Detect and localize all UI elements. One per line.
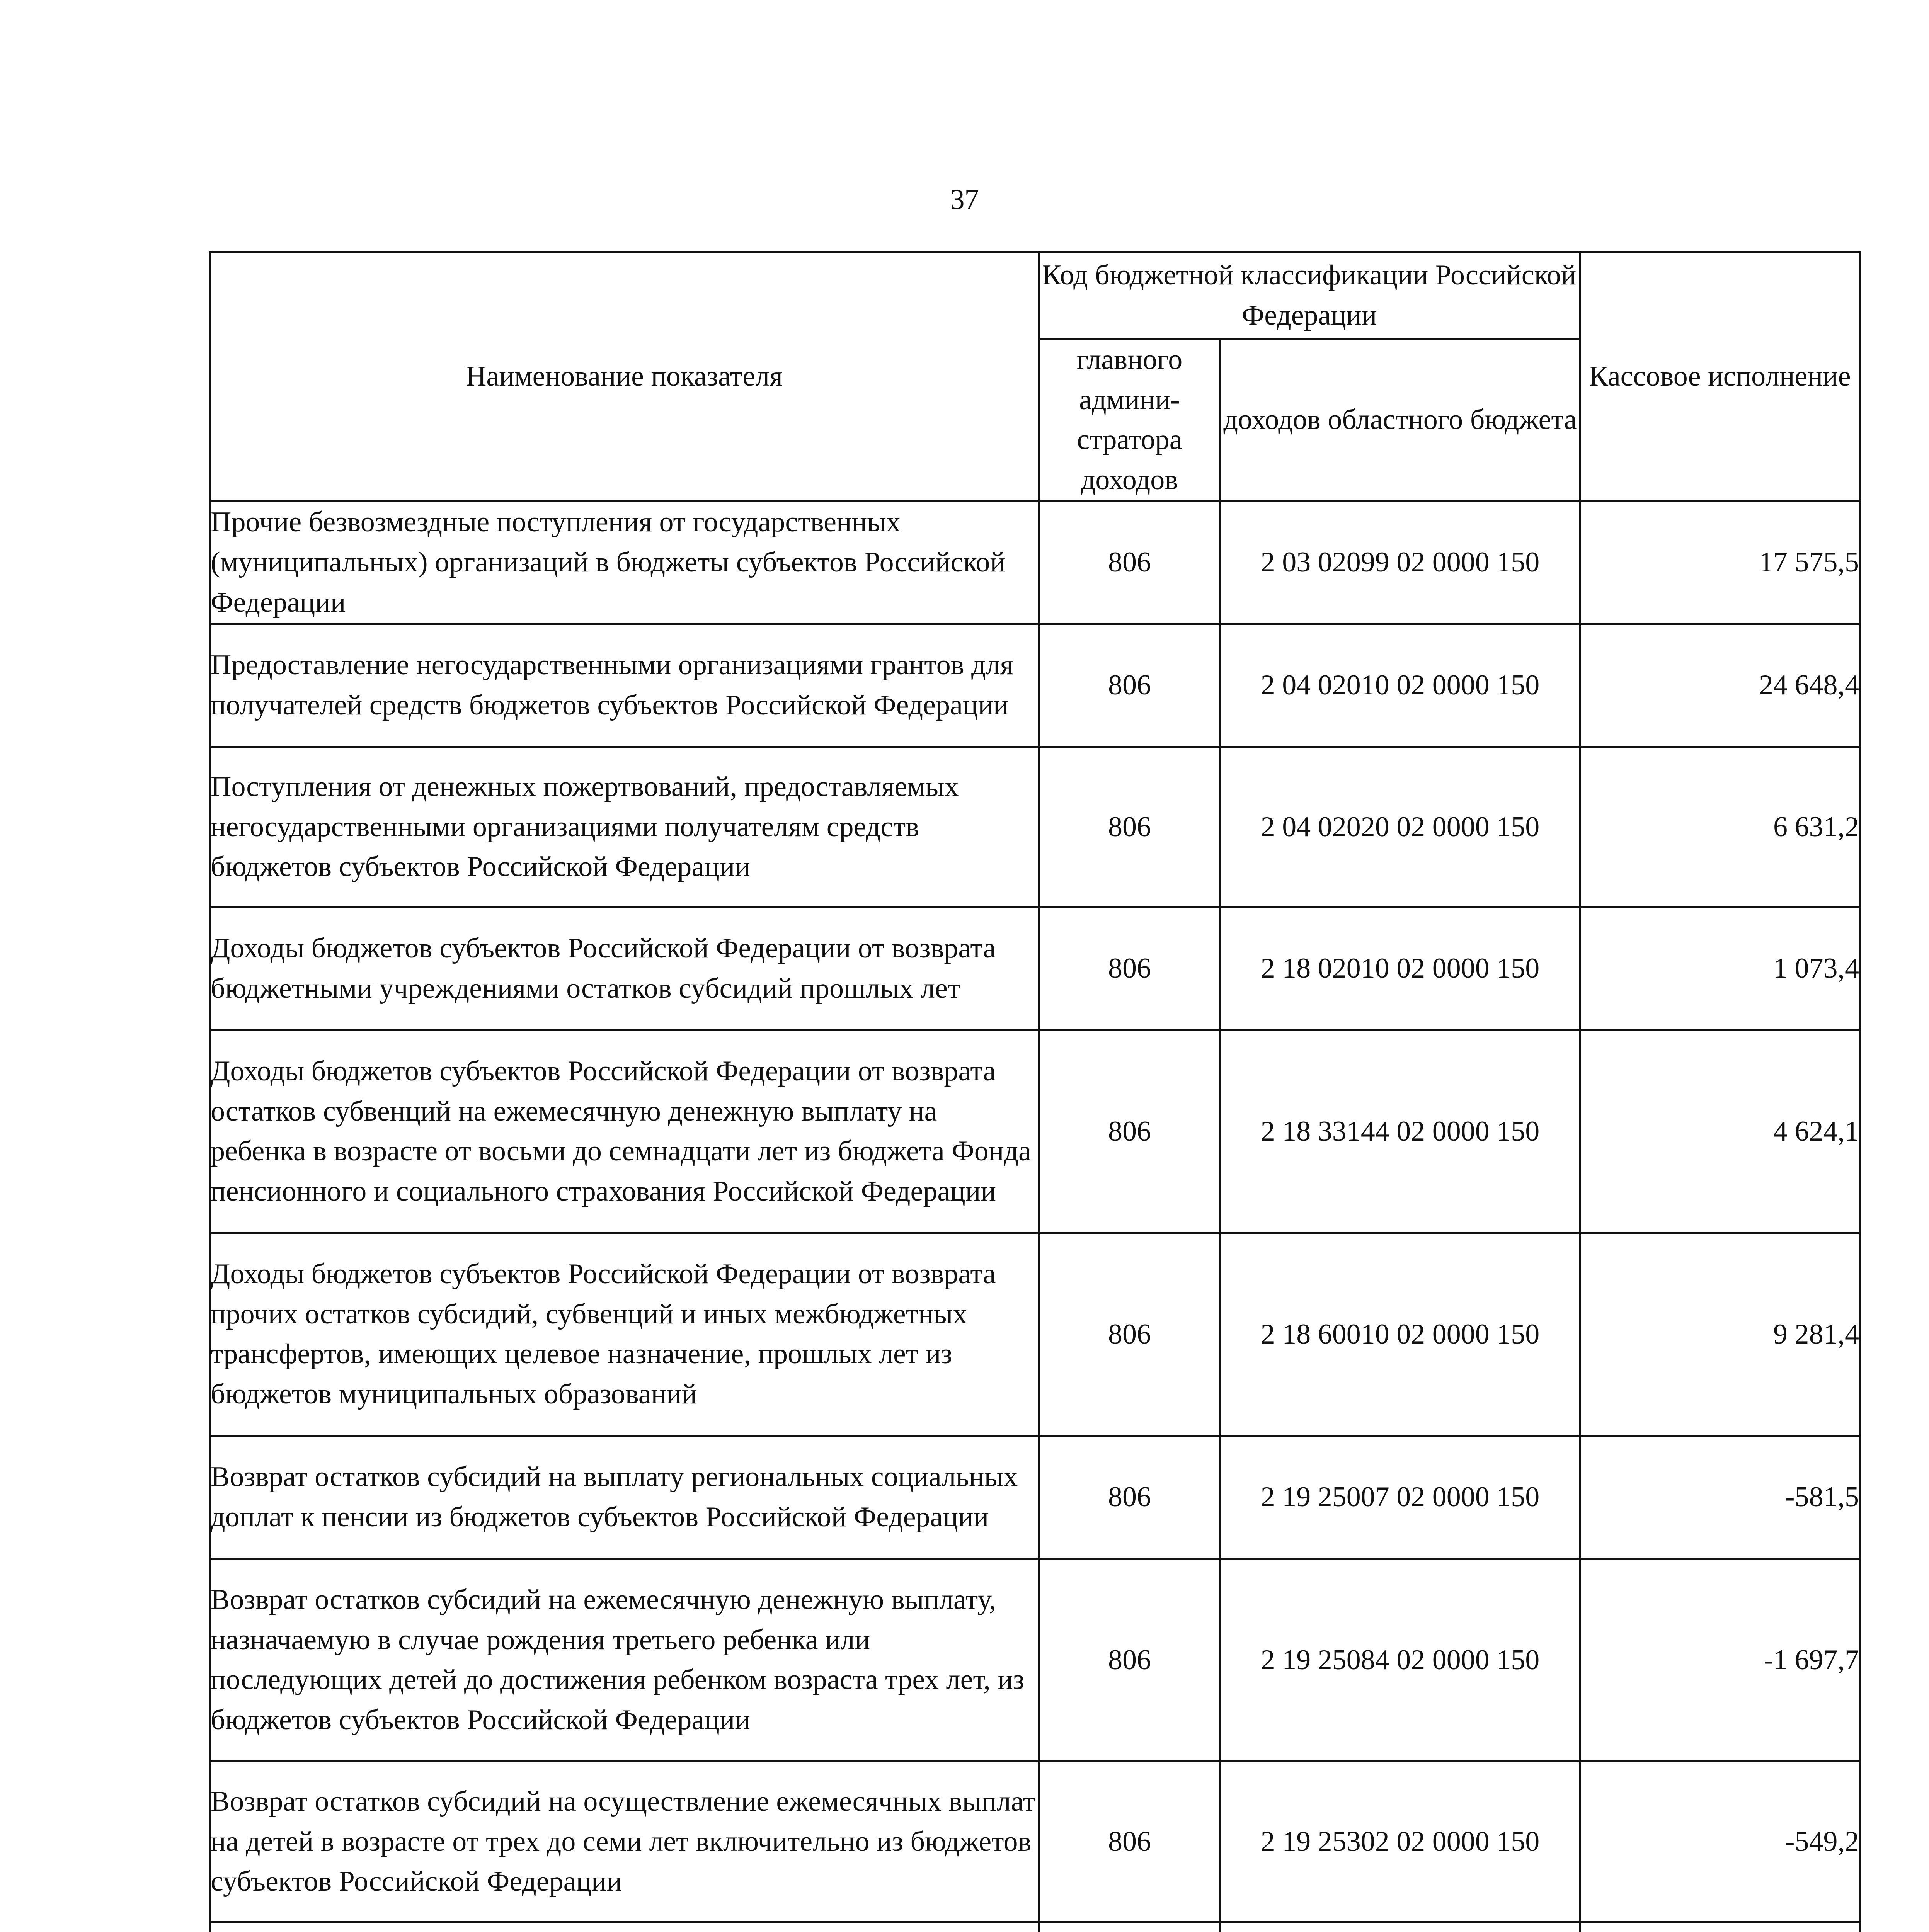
table-row (210, 747, 1860, 907)
indicator-name-cell (210, 1922, 1039, 1932)
execution-amount-cell: 9 281,4 (1580, 1233, 1860, 1436)
admin-column-header: главного админи- стратора доходов (1039, 339, 1221, 501)
table-row (210, 1436, 1860, 1559)
execution-amount-cell: -1 697,7 (1580, 1559, 1860, 1762)
table-row (210, 1559, 1860, 1762)
execution-column-header: Кассовое исполнение (1580, 252, 1860, 501)
indicator-name-cell: Доходы бюджетов субъектов Российской Федерации от возврата прочих остатков субсидий, субвенций и иных межбюджетных трансфертов, имеющих целевое назначение, прошлых лет из бюджетов муниципальных образований (210, 1233, 1039, 1436)
table-row (210, 1922, 1860, 1932)
admin-code-cell: 806 (1039, 1762, 1221, 1922)
admin-code-cell: 806 (1039, 1559, 1221, 1762)
admin-code-cell: 806 (1039, 624, 1221, 747)
admin-code-cell: 806 (1039, 1436, 1221, 1559)
table-row (210, 501, 1860, 624)
indicator-name-cell: Возврат остатков субсидий на ежемесячную денежную выплату, назначаемую в случае рождения третьего ребенка или последующих детей до достижения ребенком возраста трех лет, из бюджетов субъектов Российской Федерации (210, 1559, 1039, 1762)
execution-amount-cell: 1 073,4 (1580, 907, 1860, 1030)
indicator-name-cell: Прочие безвозмездные поступления от государственных (муниципальных) организаций в бюджеты субъектов Российской Федерации (210, 501, 1039, 624)
table-row (210, 907, 1860, 1030)
execution-amount-cell: 4 624,1 (1580, 1030, 1860, 1233)
header-row-1 (210, 252, 1860, 339)
admin-code-cell: 806 (1039, 501, 1221, 624)
indicator-name-cell: Предоставление негосударственными организациями грантов для получателей средств бюджетов субъектов Российской Федерации (210, 624, 1039, 747)
admin-code-cell: 806 (1039, 1030, 1221, 1233)
execution-amount-cell (1580, 1922, 1860, 1932)
indicator-name-cell: Поступления от денежных пожертвований, предоставляемых негосударственными организациями получателям средств бюджетов субъектов Российской Федерации (210, 747, 1039, 907)
table-body (210, 501, 1860, 1932)
admin-code-cell: 806 (1039, 747, 1221, 907)
execution-amount-cell: 17 575,5 (1580, 501, 1860, 624)
classification-code-cell: 2 19 25302 02 0000 150 (1221, 1762, 1580, 1922)
admin-code-cell: 806 (1039, 907, 1221, 1030)
classification-code-cell: 2 04 02010 02 0000 150 (1221, 624, 1580, 747)
execution-amount-cell: 24 648,4 (1580, 624, 1860, 747)
classification-code-cell: 2 04 02020 02 0000 150 (1221, 747, 1580, 907)
admin-code-cell: 806 (1039, 1233, 1221, 1436)
table-row (210, 624, 1860, 747)
name-column-header: Наименование показателя (210, 252, 1039, 501)
indicator-name-cell: Возврат остатков субсидий на выплату региональных социальных доплат к пенсии из бюджетов субъектов Российской Федерации (210, 1436, 1039, 1559)
classification-code-cell: 2 03 02099 02 0000 150 (1221, 501, 1580, 624)
classification-code-cell (1221, 1922, 1580, 1932)
execution-amount-cell: -581,5 (1580, 1436, 1860, 1559)
classification-code-cell: 2 19 25084 02 0000 150 (1221, 1559, 1580, 1762)
classification-code-cell: 2 18 33144 02 0000 150 (1221, 1030, 1580, 1233)
indicator-name-cell: Доходы бюджетов субъектов Российской Федерации от возврата остатков субвенций на ежемесячную денежную выплату на ребенка в возрасте от восьми до семнадцати лет из бюджета Фонда пенсионного и социального страхования Российской Федерации (210, 1030, 1039, 1233)
table-row (210, 1762, 1860, 1922)
budget-table (209, 251, 1861, 1932)
execution-amount-cell: 6 631,2 (1580, 747, 1860, 907)
page-number: 37 (950, 184, 979, 216)
income-column-header: доходов областного бюджета (1221, 339, 1580, 501)
classification-code-cell: 2 19 25007 02 0000 150 (1221, 1436, 1580, 1559)
execution-amount-cell: -549,2 (1580, 1762, 1860, 1922)
table-row (210, 1030, 1860, 1233)
code-group-header: Код бюджетной классификации Российской Федерации (1039, 252, 1580, 339)
classification-code-cell: 2 18 02010 02 0000 150 (1221, 907, 1580, 1030)
indicator-name-cell: Возврат остатков субсидий на осуществление ежемесячных выплат на детей в возрасте от трех до семи лет включительно из бюджетов субъектов Российской Федерации (210, 1762, 1039, 1922)
indicator-name-cell: Доходы бюджетов субъектов Российской Федерации от возврата бюджетными учреждениями остатков субсидий прошлых лет (210, 907, 1039, 1030)
admin-code-cell (1039, 1922, 1221, 1932)
table-row (210, 1233, 1860, 1436)
classification-code-cell: 2 18 60010 02 0000 150 (1221, 1233, 1580, 1436)
